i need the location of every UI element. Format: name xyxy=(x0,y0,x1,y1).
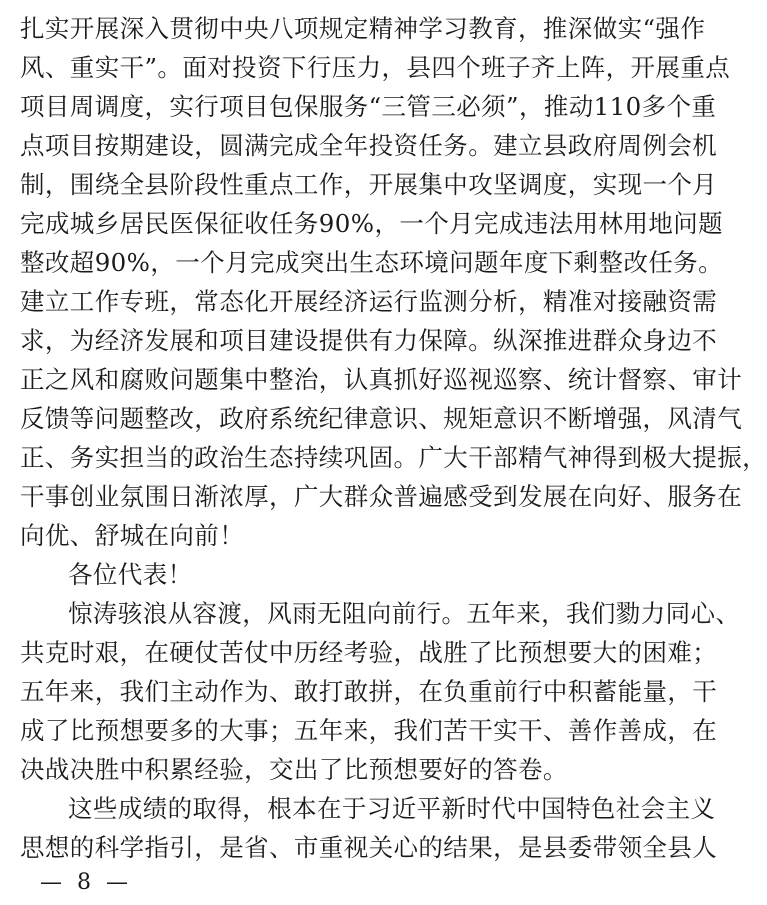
paragraph-line: 建立工作专班，常态化开展经济运行监测分析，精准对接融资需 xyxy=(20,287,718,316)
paragraph-line: 整改超90%，一个月完成突出生态环境问题年度下剩整改任务。 xyxy=(20,248,724,277)
paragraph-line: 向优、舒城在向前！ xyxy=(20,521,245,550)
paragraph-line: 正、务实担当的政治生态持续巩固。广大干部精气神得到极大提振， xyxy=(20,443,767,472)
paragraph-line: 完成城乡居民医保征收任务90%，一个月完成违法用林用地问题 xyxy=(20,209,724,238)
paragraph-line: 正之风和腐败问题集中整治，认真抓好巡视巡察、统计督察、审计 xyxy=(20,365,743,394)
paragraph-line: 成了比预想要多的大事；五年来，我们苦干实干、善作善成，在 xyxy=(20,716,718,745)
paragraph-line: 点项目按期建设，圆满完成全年投资任务。建立县政府周例会机 xyxy=(20,131,718,160)
paragraph-line: 决战决胜中积累经验，交出了比预想要好的答卷。 xyxy=(20,755,568,784)
paragraph-line: 制，围绕全县阶段性重点工作，开展集中攻坚调度，实现一个月 xyxy=(20,170,718,199)
paragraph-line: 反馈等问题整改，政府系统纪律意识、规矩意识不断增强，风清气 xyxy=(20,404,743,433)
paragraph-line: 共克时艰，在硬仗苦仗中历经考验，战胜了比预想要大的困难； xyxy=(20,638,718,667)
paragraph-line: 思想的科学指引，是省、市重视关心的结果，是县委带领全县人 xyxy=(20,833,718,862)
paragraph-line: 五年来，我们主动作为、敢打敢拼，在负重前行中积蓄能量，干 xyxy=(20,677,718,706)
paragraph-line: 风、重实干”。面对投资下行压力，县四个班子齐上阵，开展重点 xyxy=(20,53,731,82)
paragraph-line: 惊涛骇浪从容渡，风雨无阻向前行。五年来，我们勠力同心、 xyxy=(68,599,741,628)
paragraph-line: 项目周调度，实行项目包保服务“三管三必须”，推动110多个重 xyxy=(20,92,717,121)
paragraph-line: 扎实开展深入贯彻中央八项规定精神学习教育，推深做实“强作 xyxy=(20,14,706,43)
paragraph-line: 干事创业氛围日渐浓厚，广大群众普遍感受到发展在向好、服务在 xyxy=(20,482,743,511)
paragraph-line: 这些成绩的取得，根本在于习近平新时代中国特色社会主义 xyxy=(68,794,716,823)
page-number: — 8 — xyxy=(40,870,132,895)
salutation-line: 各位代表！ xyxy=(68,560,193,589)
paragraph-line: 求，为经济发展和项目建设提供有力保障。纵深推进群众身边不 xyxy=(20,326,718,355)
